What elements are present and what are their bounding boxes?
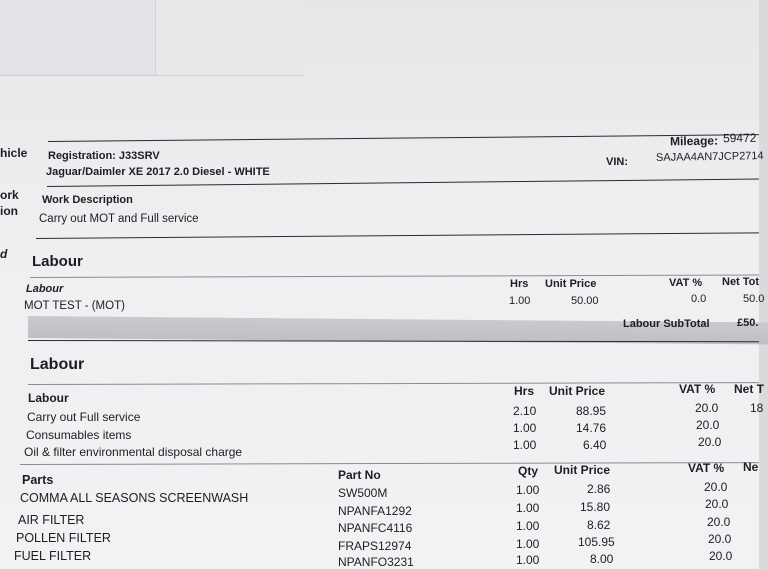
mileage-value: 59472 xyxy=(722,130,757,146)
parts-row-qty: 1.00 xyxy=(516,501,540,515)
parts-row-qty: 1.00 xyxy=(516,519,540,533)
work-description-heading: Work Description xyxy=(42,194,133,206)
parts-row-item: POLLEN FILTER xyxy=(16,531,111,545)
parts-row-qty: 1.00 xyxy=(516,483,540,497)
labour2-row-unit-price: 6.40 xyxy=(583,438,607,452)
parts-row-part-no: NPANFA1292 xyxy=(338,504,412,518)
parts-row-part-no: NPANFC4116 xyxy=(338,521,413,535)
parts-row-item: COMMA ALL SEASONS SCREENWASH xyxy=(20,491,249,505)
parts-header-part-no: Part No xyxy=(338,468,381,482)
labour1-header-net: Net Tot xyxy=(722,276,760,288)
labour1-subtotal-value: £50. xyxy=(737,317,759,329)
parts-row-vat: 20.0 xyxy=(704,480,728,494)
top-paper-block xyxy=(0,0,304,76)
work-section-label-2: ion xyxy=(0,204,18,218)
labour2-row-hrs: 1.00 xyxy=(513,421,537,435)
side-letter: d xyxy=(0,247,8,261)
labour2-row-unit-price: 88.95 xyxy=(576,404,607,418)
labour1-bottom-rule xyxy=(28,340,759,342)
parts-row-item: FUEL FILTER xyxy=(14,549,92,563)
parts-row-unit-price: 2.86 xyxy=(587,482,611,496)
vehicle-bottom-rule xyxy=(47,179,759,187)
labour1-header-item: Labour xyxy=(26,283,64,295)
labour2-header-unit-price: Unit Price xyxy=(549,384,606,398)
labour2-header-rule xyxy=(28,382,759,385)
top-paper-inner-block xyxy=(155,0,304,75)
labour2-row-net: 18 xyxy=(750,401,764,415)
labour2-header-item: Labour xyxy=(28,391,69,405)
vehicle-top-rule xyxy=(48,134,759,142)
labour1-header-hrs: Hrs xyxy=(510,278,529,290)
work-section-label-1: ork xyxy=(0,188,19,202)
labour1-row-vat: 0.0 xyxy=(691,293,707,305)
parts-row-part-no: SW500M xyxy=(338,486,388,500)
mileage-label: Mileage: xyxy=(669,133,719,149)
labour2-row-item: Carry out Full service xyxy=(27,410,141,424)
labour2-row-vat: 20.0 xyxy=(695,401,719,415)
labour2-row-vat: 20.0 xyxy=(698,435,722,449)
parts-row-item: AIR FILTER xyxy=(18,513,85,527)
labour1-subtotal-label: Labour SubTotal xyxy=(623,318,710,330)
labour2-header-vat: VAT % xyxy=(679,382,716,396)
work-description-text: Carry out MOT and Full service xyxy=(39,213,199,225)
parts-row-unit-price: 15.80 xyxy=(580,500,611,514)
parts-row-unit-price: 105.95 xyxy=(578,535,615,549)
parts-row-qty: 1.00 xyxy=(516,553,540,567)
parts-header-qty: Qty xyxy=(518,464,539,478)
work-bottom-rule xyxy=(36,232,759,239)
parts-row-unit-price: 8.00 xyxy=(590,552,614,566)
labour1-header-vat: VAT % xyxy=(669,277,703,289)
labour2-row-hrs: 2.10 xyxy=(513,404,537,418)
vin-value: SAJAA4AN7JCP2714 xyxy=(655,150,764,164)
labour1-row-net: 50.0 xyxy=(743,293,765,305)
parts-row-vat: 20.0 xyxy=(709,549,733,563)
parts-header-net: Ne xyxy=(743,460,759,474)
labour1-row-item: MOT TEST - (MOT) xyxy=(24,300,125,312)
labour1-header-unit-price: Unit Price xyxy=(545,278,597,290)
labour2-row-item: Consumables items xyxy=(26,428,132,442)
labour2-row-vat: 20.0 xyxy=(696,418,720,432)
parts-row-part-no: NPANFO3231 xyxy=(338,555,414,569)
parts-header-item: Parts xyxy=(22,473,54,487)
labour1-row-hrs: 1.00 xyxy=(509,295,531,307)
parts-row-vat: 20.0 xyxy=(705,497,729,511)
labour2-header-net: Net T xyxy=(734,382,764,396)
labour2-header-hrs: Hrs xyxy=(514,384,535,398)
vehicle-section-label: hicle xyxy=(0,146,28,160)
labour2-row-unit-price: 14.76 xyxy=(576,421,607,435)
parts-row-qty: 1.00 xyxy=(516,537,540,551)
parts-row-part-no: FRAPS12974 xyxy=(338,539,412,553)
labour1-row-unit-price: 50.00 xyxy=(571,295,599,307)
parts-row-unit-price: 8.62 xyxy=(587,518,611,532)
parts-header-unit-price: Unit Price xyxy=(554,463,611,477)
labour2-row-hrs: 1.00 xyxy=(513,438,537,452)
parts-row-vat: 20.0 xyxy=(707,515,731,529)
labour1-title: Labour xyxy=(32,253,83,270)
registration-text: Registration: J33SRV xyxy=(48,150,160,162)
parts-header-vat: VAT % xyxy=(688,461,725,475)
labour1-header-rule xyxy=(30,274,759,278)
parts-header-rule xyxy=(20,462,759,465)
parts-row-vat: 20.0 xyxy=(708,532,732,546)
vehicle-description: Jaguar/Daimler XE 2017 2.0 Diesel - WHITE xyxy=(46,166,270,178)
labour2-row-item: Oil & filter environmental disposal charge xyxy=(24,445,243,459)
labour2-title: Labour xyxy=(30,356,85,373)
vin-label: VIN: xyxy=(606,156,628,168)
